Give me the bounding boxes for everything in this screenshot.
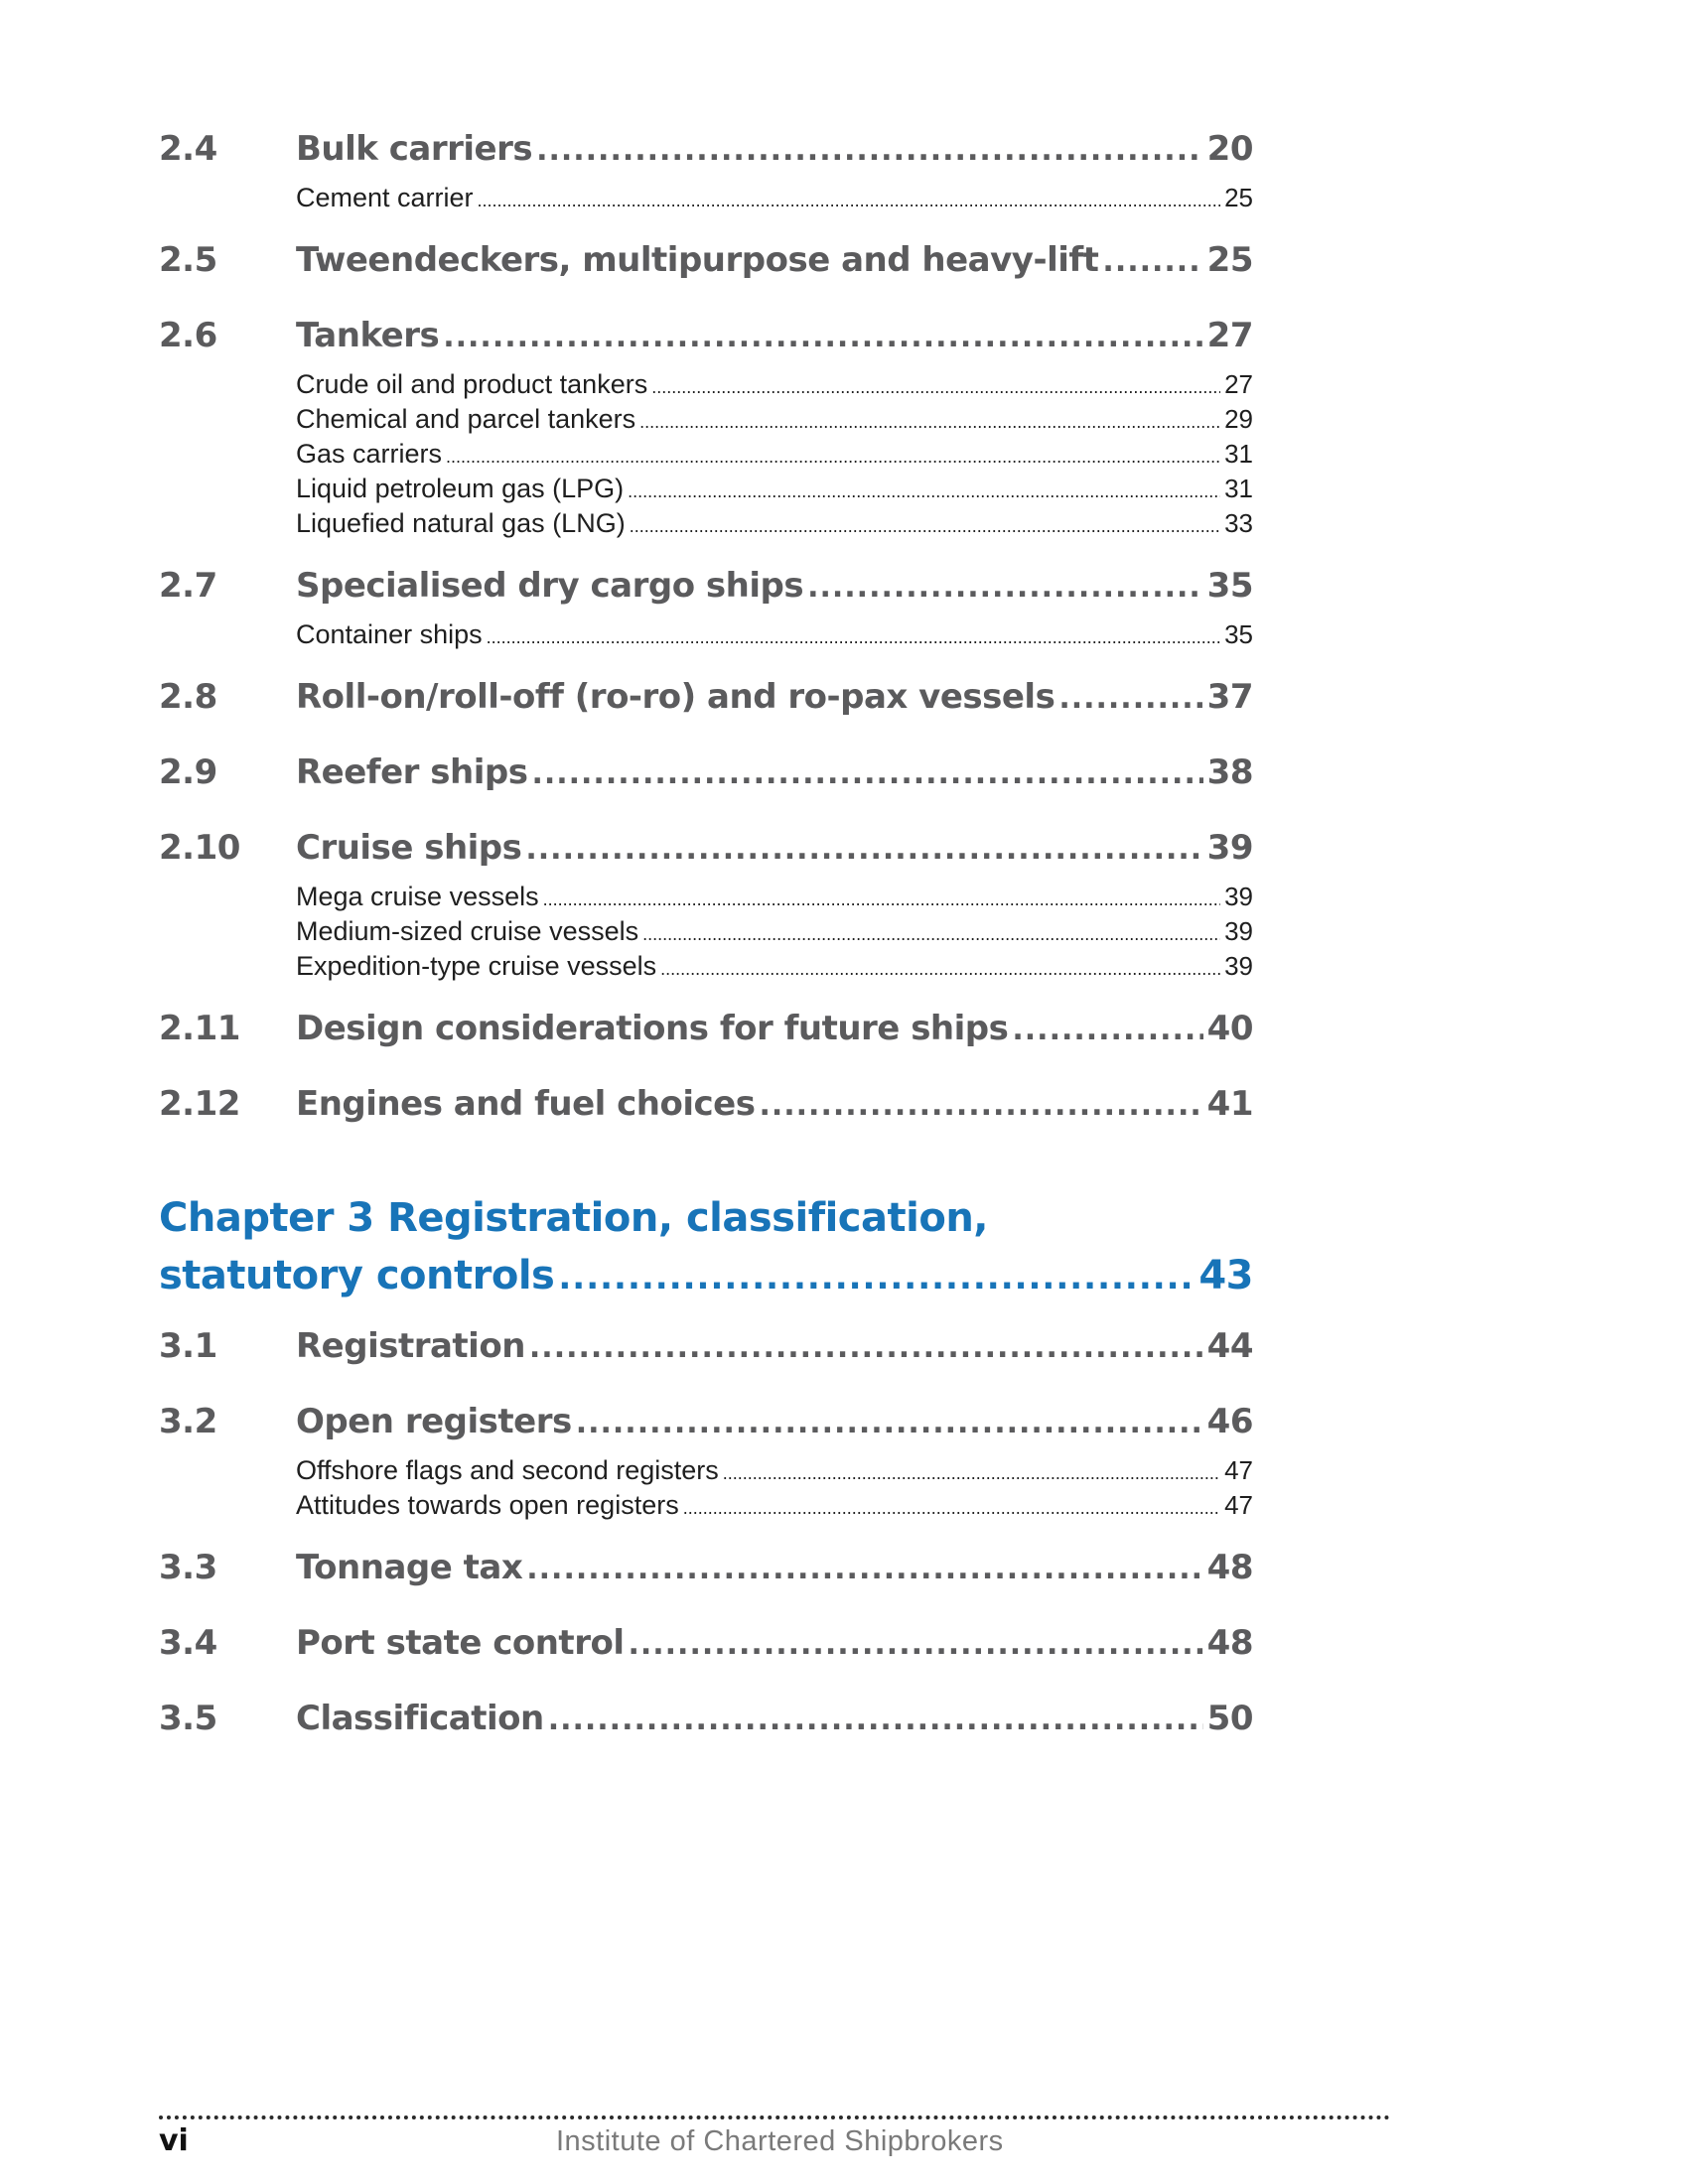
section-title: Bulk carriers: [296, 129, 533, 169]
page-number: 20: [1206, 129, 1253, 169]
toc-subentry-medium-cruise[interactable]: [296, 916, 1253, 947]
toc-entry-3-3[interactable]: [159, 1548, 1253, 1587]
dot-leader: [642, 924, 1220, 945]
footer-divider: [159, 2116, 1390, 2119]
subsection-title: Expedition-type cruise vessels: [296, 951, 657, 981]
toc-subentry-chemical[interactable]: [296, 404, 1253, 435]
page-number: 31: [1224, 474, 1253, 503]
page-number: 39: [1224, 951, 1253, 981]
toc-entry-2-10[interactable]: [159, 828, 1253, 868]
section-number: 2.8: [159, 677, 217, 717]
toc-entry-2-7[interactable]: [159, 566, 1253, 606]
dot-leader: [531, 756, 1202, 791]
subsection-title: Mega cruise vessels: [296, 882, 539, 911]
subsection-title: Attitudes towards open registers: [296, 1490, 679, 1520]
page-number: 50: [1206, 1699, 1253, 1738]
dot-leader: [526, 1552, 1202, 1586]
page-number: 25: [1206, 240, 1253, 280]
dot-leader: [529, 1330, 1203, 1365]
dot-leader: [536, 133, 1203, 168]
dot-leader: [639, 412, 1220, 433]
subsection-title: Medium-sized cruise vessels: [296, 916, 639, 946]
chapter-heading-line2[interactable]: [159, 1253, 1253, 1298]
toc-entry-2-4[interactable]: [159, 129, 1253, 169]
page-number: 48: [1206, 1548, 1253, 1587]
section-number: 2.9: [159, 752, 217, 792]
chapter-page-number: 43: [1198, 1253, 1253, 1298]
section-number: 2.4: [159, 129, 217, 169]
toc-entry-2-9[interactable]: [159, 752, 1253, 792]
chapter-heading-line1: Chapter 3 Registration, classification,: [159, 1195, 988, 1241]
dot-leader: [525, 832, 1202, 867]
page-number: 47: [1224, 1455, 1253, 1485]
section-title: Design considerations for future ships: [296, 1009, 1009, 1048]
section-number: 2.11: [159, 1009, 240, 1048]
toc-subentry-offshore-flags[interactable]: [296, 1455, 1253, 1486]
chapter-title: statutory controls: [159, 1253, 555, 1298]
dot-leader: [628, 481, 1220, 502]
dot-leader: [446, 447, 1220, 468]
subsection-title: Gas carriers: [296, 439, 443, 469]
toc-entry-3-2[interactable]: [159, 1402, 1253, 1441]
footer-organization: Institute of Chartered Shipbrokers: [556, 2125, 1004, 2157]
page-number: 40: [1206, 1009, 1253, 1048]
toc-entry-3-4[interactable]: [159, 1623, 1253, 1663]
dot-leader: [628, 1627, 1202, 1662]
section-number: 2.12: [159, 1084, 240, 1124]
dot-leader: [443, 320, 1202, 354]
subsection-title: Offshore flags and second registers: [296, 1455, 719, 1485]
page-number: 35: [1224, 619, 1253, 649]
toc-entry-2-12[interactable]: [159, 1084, 1253, 1124]
toc-entry-2-11[interactable]: [159, 1009, 1253, 1048]
section-title: Cruise ships: [296, 828, 522, 868]
page-number: 39: [1224, 916, 1253, 946]
page-number: 46: [1206, 1402, 1253, 1441]
page-number: 29: [1224, 404, 1253, 434]
section-title: Registration: [296, 1326, 525, 1366]
dot-leader: [630, 516, 1220, 537]
toc-subentry-gas-carriers[interactable]: [296, 439, 1253, 470]
dot-leader: [576, 1406, 1203, 1440]
section-title: Specialised dry cargo ships: [296, 566, 804, 606]
subsection-title: Liquefied natural gas (LNG): [296, 508, 626, 538]
section-title: Tonnage tax: [296, 1548, 523, 1587]
section-number: 3.1: [159, 1326, 217, 1366]
dot-leader: [1012, 1013, 1202, 1047]
dot-leader: [683, 1498, 1220, 1519]
subsection-title: Liquid petroleum gas (LPG): [296, 474, 625, 503]
page-number: 48: [1206, 1623, 1253, 1663]
toc-subentry-lpg[interactable]: [296, 474, 1253, 504]
section-number: 2.7: [159, 566, 217, 606]
toc-subentry-lng[interactable]: [296, 508, 1253, 539]
page-number: 37: [1206, 677, 1253, 717]
dot-leader: [660, 959, 1220, 980]
page-number: 44: [1206, 1326, 1253, 1366]
section-title: Open registers: [296, 1402, 572, 1441]
dot-leader: [558, 1258, 1195, 1297]
section-number: 3.3: [159, 1548, 217, 1587]
toc-entry-2-6[interactable]: [159, 316, 1253, 355]
section-title: Port state control: [296, 1623, 625, 1663]
subsection-title: Cement carrier: [296, 183, 474, 212]
section-number: 3.2: [159, 1402, 217, 1441]
dot-leader: [759, 1088, 1202, 1123]
dot-leader: [723, 1463, 1220, 1484]
subsection-title: Crude oil and product tankers: [296, 369, 648, 399]
toc-subentry-cement-carrier[interactable]: [296, 183, 1253, 213]
page-number: 39: [1206, 828, 1253, 868]
page-number: 47: [1224, 1490, 1253, 1520]
dot-leader: [1058, 681, 1202, 716]
section-title: Classification: [296, 1699, 544, 1738]
dot-leader: [651, 377, 1220, 398]
page-number: 41: [1206, 1084, 1253, 1124]
dot-leader: [807, 570, 1203, 605]
section-title: Tweendeckers, multipurpose and heavy-lift: [296, 240, 1099, 280]
section-title: Tankers: [296, 316, 440, 355]
page-number: 27: [1206, 316, 1253, 355]
footer-page-number: vi: [159, 2123, 189, 2158]
page-number: 27: [1224, 369, 1253, 399]
section-title: Roll-on/roll-off (ro-ro) and ro-pax vessels: [296, 677, 1055, 717]
subsection-title: Container ships: [296, 619, 483, 649]
dot-leader: [543, 889, 1220, 910]
section-number: 2.6: [159, 316, 217, 355]
section-number: 3.4: [159, 1623, 217, 1663]
section-number: 3.5: [159, 1699, 217, 1738]
toc-entry-3-5[interactable]: [159, 1699, 1253, 1738]
toc-subentry-attitudes[interactable]: [296, 1490, 1253, 1521]
page-number: 39: [1224, 882, 1253, 911]
toc-entry-3-1[interactable]: [159, 1326, 1253, 1366]
toc-subentry-container-ships[interactable]: [296, 619, 1253, 650]
page-number: 31: [1224, 439, 1253, 469]
section-title: Reefer ships: [296, 752, 528, 792]
page-number: 33: [1224, 508, 1253, 538]
section-title: Engines and fuel choices: [296, 1084, 756, 1124]
toc-subentry-mega-cruise[interactable]: [296, 882, 1253, 912]
section-number: 2.5: [159, 240, 217, 280]
page-number: 38: [1206, 752, 1253, 792]
section-number: 2.10: [159, 828, 240, 868]
subsection-title: Chemical and parcel tankers: [296, 404, 636, 434]
toc-entry-2-8[interactable]: [159, 677, 1253, 717]
dot-leader: [1102, 244, 1202, 279]
dot-leader: [478, 191, 1221, 211]
page-number: 35: [1206, 566, 1253, 606]
toc-entry-2-5[interactable]: [159, 240, 1253, 280]
toc-subentry-crude-oil[interactable]: [296, 369, 1253, 400]
page-number: 25: [1224, 183, 1253, 212]
toc-subentry-expedition-cruise[interactable]: [296, 951, 1253, 982]
dot-leader: [487, 627, 1220, 648]
dot-leader: [548, 1703, 1203, 1737]
